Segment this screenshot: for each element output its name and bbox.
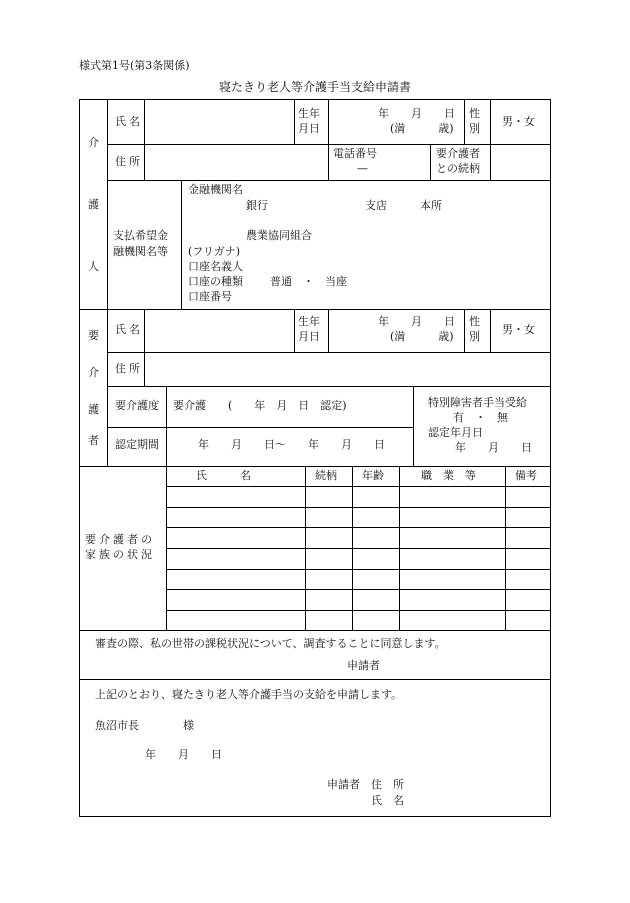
- bank-type-coop: 農業協同組合: [246, 229, 312, 242]
- divider-line: [144, 99, 145, 180]
- recipient-section-label: 要: [88, 329, 99, 342]
- consent-text: 審査の際、私の世帯の課税状況について、調査することに同意します。: [95, 637, 446, 650]
- family-label: 要介護者の: [85, 533, 155, 546]
- care-level-value: 要介護 ( 年 月 日 認定): [173, 399, 347, 412]
- divider-line: [181, 180, 182, 309]
- recipient-sex-label: 別: [469, 330, 480, 343]
- cert-date-value: 年 月 日: [455, 441, 532, 454]
- divider-line: [107, 427, 413, 428]
- caregiver-section-label: 介: [88, 136, 99, 149]
- caregiver-section-label: 護: [88, 198, 99, 211]
- recipient-sex-label: 性: [469, 315, 480, 328]
- family-col-relation: 続柄: [315, 469, 337, 482]
- family-row-line: [166, 548, 551, 549]
- applicant-name-label: 氏 名: [371, 794, 404, 807]
- caregiver-name-label: 氏名: [115, 115, 143, 128]
- family-col-occupation: 職 業 等: [421, 469, 476, 482]
- divider-line: [166, 466, 167, 630]
- caregiver-sex-label: 別: [469, 122, 480, 135]
- divider-line: [399, 466, 400, 630]
- caregiver-age-value: (満 歳): [390, 122, 454, 135]
- divider-line: [490, 99, 491, 145]
- addressee: 魚沼市長 様: [95, 719, 194, 732]
- family-col-age: 年齢: [362, 469, 384, 482]
- divider-line: [107, 386, 551, 387]
- family-label: 家族の状況: [85, 548, 155, 561]
- divider-family-consent: [79, 630, 551, 631]
- form-number: 様式第1号(第3条関係): [79, 59, 190, 72]
- divider-line: [294, 309, 295, 352]
- divider-line: [328, 309, 329, 352]
- divider-line: [166, 386, 167, 466]
- recipient-section-label: 介: [88, 366, 99, 379]
- divider-line: [490, 309, 491, 352]
- recipient-dob-label: 月日: [298, 330, 320, 343]
- recipient-dob-value: 年 月 日: [378, 315, 455, 328]
- section-label-column-line: [107, 99, 108, 466]
- recipient-section-label: 者: [88, 434, 99, 447]
- bank-institution-label: 金融機関名: [188, 183, 243, 196]
- divider-line: [505, 466, 506, 630]
- recipient-sex-value: 男・女: [502, 323, 535, 336]
- caregiver-address-label: 住所: [115, 155, 143, 168]
- applicant-address-label: 申請者 住 所: [327, 778, 404, 791]
- divider-caregiver-recipient: [79, 309, 551, 310]
- special-allowance-label: 特別障害者手当受給: [428, 396, 527, 409]
- family-col-remarks: 備考: [515, 469, 537, 482]
- divider-line: [107, 144, 551, 145]
- family-row-line: [166, 507, 551, 508]
- divider-line: [294, 99, 295, 145]
- bank-label: 支払希望金: [113, 229, 168, 242]
- caregiver-relation-label: との続柄: [436, 162, 480, 175]
- caregiver-section-label: 人: [88, 260, 99, 273]
- account-type-label: 口座の種類: [188, 275, 243, 288]
- caregiver-dob-label: 生年: [298, 107, 320, 120]
- divider-consent-application: [79, 679, 551, 680]
- consent-applicant-label: 申請者: [347, 659, 380, 672]
- divider-line: [107, 352, 551, 353]
- application-text: 上記のとおり、寝たきり老人等介護手当の支給を申請します。: [95, 688, 403, 701]
- family-row-line: [166, 569, 551, 570]
- cert-period-label: 認定期間: [115, 438, 159, 451]
- special-allowance-value: 有 ・ 無: [453, 411, 508, 424]
- family-row-line: [166, 589, 551, 590]
- divider-line: [305, 466, 306, 630]
- bank-type-bank: 銀行: [246, 199, 268, 212]
- divider-recipient-family: [79, 466, 551, 467]
- family-row-line: [166, 486, 551, 487]
- recipient-section-label: 護: [88, 403, 99, 416]
- divider-line: [328, 99, 329, 180]
- divider-line: [464, 99, 465, 145]
- divider-line: [144, 309, 145, 387]
- bank-head-office: 本所: [420, 199, 442, 212]
- divider-line: [107, 180, 551, 181]
- care-level-label: 要介護度: [115, 399, 159, 412]
- bank-label: 融機関名等: [113, 245, 168, 258]
- caregiver-relation-label: 要介護者: [436, 147, 480, 160]
- caregiver-sex-label: 性: [469, 107, 480, 120]
- account-number-label: 口座番号: [188, 290, 232, 303]
- divider-line: [352, 466, 353, 630]
- caregiver-dob-label: 月日: [298, 122, 320, 135]
- account-type-value: 普通 ・ 当座: [270, 275, 347, 288]
- form-title: 寝たきり老人等介護手当支給申請書: [218, 80, 411, 94]
- furigana-label: (フリガナ): [188, 245, 241, 258]
- divider-line: [413, 386, 414, 466]
- account-holder-label: 口座名義人: [188, 260, 243, 273]
- caregiver-sex-value: 男・女: [502, 115, 535, 128]
- recipient-address-label: 住所: [115, 362, 143, 375]
- caregiver-dob-value: 年 月 日: [378, 107, 455, 120]
- family-row-line: [166, 610, 551, 611]
- cert-period-value: 年 月 日〜 年 月 日: [198, 438, 385, 451]
- caregiver-phone-label: 電話番号: [333, 147, 377, 160]
- caregiver-phone-value: —: [357, 162, 368, 175]
- family-col-name: 氏 名: [196, 469, 251, 482]
- application-date: 年 月 日: [145, 748, 222, 761]
- application-form: [79, 99, 551, 817]
- family-row-line: [166, 527, 551, 528]
- divider-line: [430, 144, 431, 180]
- bank-branch: 支店: [365, 199, 387, 212]
- recipient-dob-label: 生年: [298, 315, 320, 328]
- divider-line: [490, 144, 491, 180]
- divider-line: [464, 309, 465, 352]
- recipient-name-label: 氏名: [115, 323, 143, 336]
- recipient-age-value: (満 歳): [390, 330, 454, 343]
- cert-date-label: 認定年月日: [428, 426, 483, 439]
